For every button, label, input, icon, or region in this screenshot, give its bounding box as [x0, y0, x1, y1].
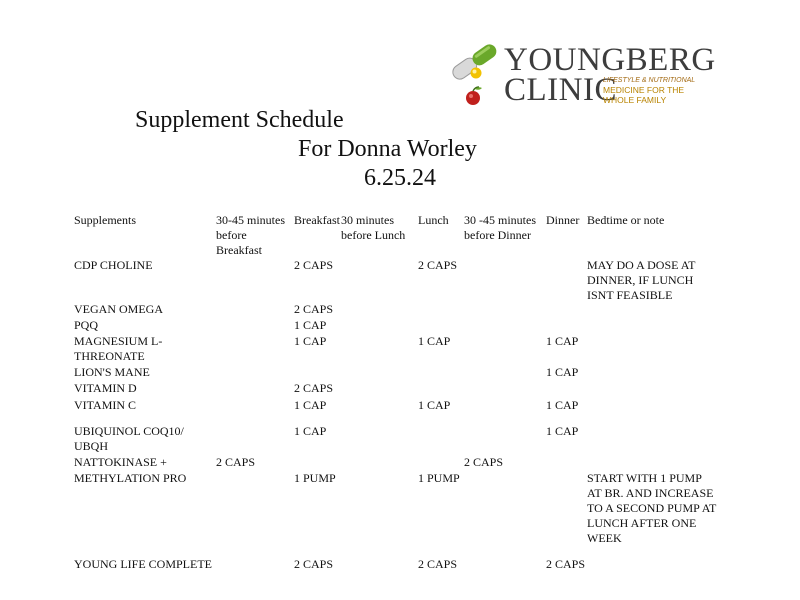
patient-name: For Donna Worley: [298, 136, 477, 162]
supplement-name: PQQ: [74, 318, 99, 332]
document-title: Supplement Schedule: [135, 107, 344, 133]
supplement-name: LION'S MANE: [74, 365, 150, 379]
tagline-line-2: MEDICINE FOR THE: [603, 85, 685, 95]
supplement-name: NATTOKINASE +: [74, 455, 167, 469]
breakfast-dose: 1 CAP: [294, 318, 327, 332]
supplement-name: MAGNESIUM L-THREONATE: [74, 334, 163, 363]
lunch-dose: 1 CAP: [418, 334, 451, 348]
tagline-line-1: LIFESTYLE & NUTRITIONAL: [603, 77, 696, 84]
header-note: Bedtime or note: [587, 213, 665, 227]
breakfast-dose: 1 CAP: [294, 398, 327, 412]
header-pre-breakfast: 30-45 minutes before Breakfast: [216, 213, 285, 257]
lunch-dose: 1 PUMP: [418, 471, 460, 485]
brand-name-bottom: CLINIC: [504, 72, 617, 108]
dinner-dose: 2 CAPS: [546, 557, 586, 571]
supplement-name: VEGAN OMEGA: [74, 302, 163, 316]
note: START WITH 1 PUMP AT BR. AND INCREASE TO A SECOND PUMP AT LUNCH AFTER ONE WEEK: [587, 471, 717, 545]
header-breakfast: Breakfast: [294, 213, 340, 227]
dinner-dose: 1 CAP: [546, 398, 579, 412]
dinner-dose: 1 CAP: [546, 424, 579, 438]
header-supplements: Supplements: [74, 213, 136, 227]
dinner-dose: 1 CAP: [546, 334, 579, 348]
document-date: 6.25.24: [364, 165, 436, 191]
breakfast-dose: 1 PUMP: [294, 471, 336, 485]
lunch-dose: 2 CAPS: [418, 557, 458, 571]
capsule-apple-logo-icon: [446, 40, 506, 110]
header-pre-lunch: 30 minutes before Lunch: [341, 213, 406, 242]
header-lunch: Lunch: [418, 213, 449, 227]
supplement-name: YOUNG LIFE COMPLETE: [74, 557, 212, 571]
lunch-dose: 1 CAP: [418, 398, 451, 412]
note: MAY DO A DOSE AT DINNER, IF LUNCH ISNT FEASIBLE: [587, 258, 696, 302]
breakfast-dose: 2 CAPS: [294, 381, 334, 395]
lunch-dose: 2 CAPS: [418, 258, 458, 272]
clinic-logo: [446, 40, 726, 110]
breakfast-dose: 2 CAPS: [294, 258, 334, 272]
breakfast-dose: 1 CAP: [294, 334, 327, 348]
pre-dinner-dose: 2 CAPS: [464, 455, 504, 469]
supplement-name: METHYLATION PRO: [74, 471, 187, 485]
dinner-dose: 1 CAP: [546, 365, 579, 379]
header-dinner: Dinner: [546, 213, 580, 227]
brand-name-top: YOUNGBERG: [504, 42, 716, 78]
supplement-name: UBIQUINOL COQ10/ UBQH: [74, 424, 184, 453]
header-pre-dinner: 30 -45 minutes before Dinner: [464, 213, 536, 242]
pre-breakfast-dose: 2 CAPS: [216, 455, 256, 469]
tagline-line-3: WHOLE FAMILY: [603, 95, 667, 105]
breakfast-dose: 2 CAPS: [294, 302, 334, 316]
breakfast-dose: 2 CAPS: [294, 557, 334, 571]
supplement-name: VITAMIN C: [74, 398, 137, 412]
supplement-name: CDP CHOLINE: [74, 258, 153, 272]
breakfast-dose: 1 CAP: [294, 424, 327, 438]
supplement-name: VITAMIN D: [74, 381, 137, 395]
